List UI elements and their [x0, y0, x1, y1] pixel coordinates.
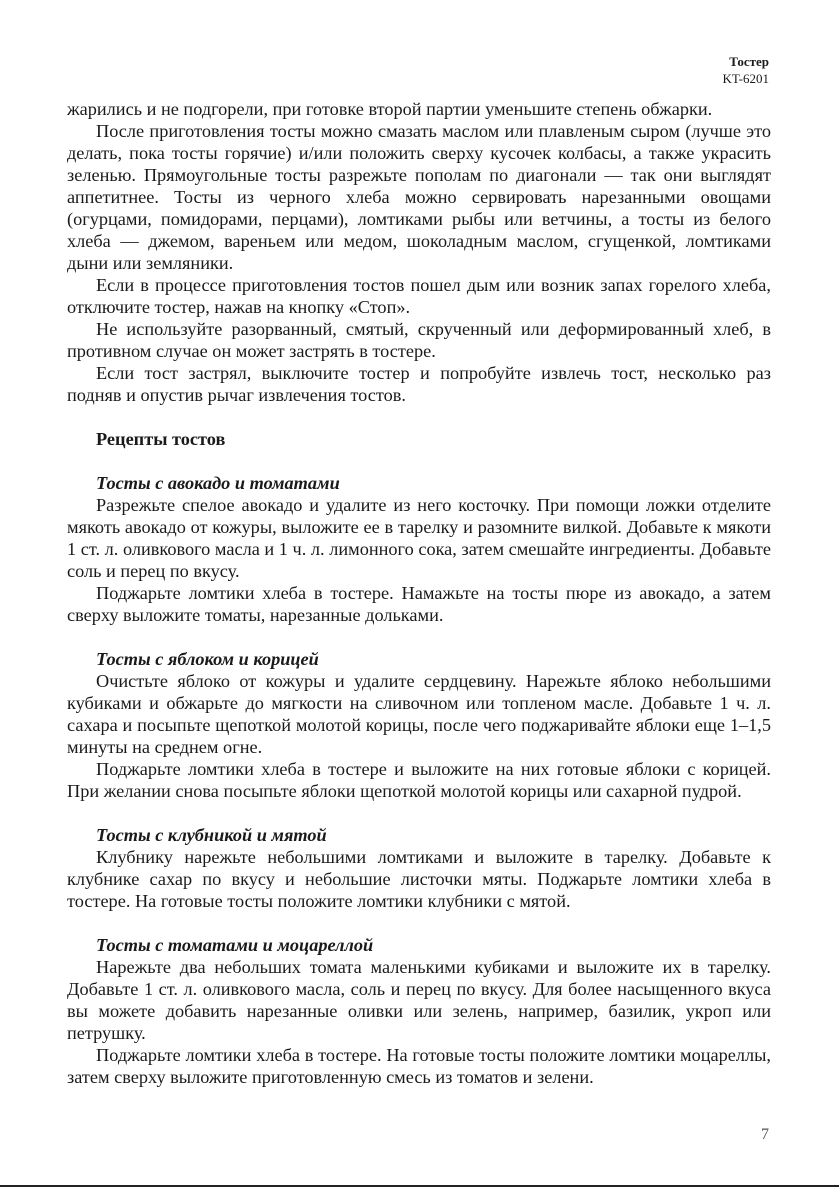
recipe-paragraph: Очистьте яблоко от кожуры и удалите сердцевину. Нарежьте яблоко небольшими кубиками и обжарьте до мягкости на сливочном или топленом масле. Добавьте 1 ч. л. сахара и посыпьте щепоткой молотой корицы, после чего поджаривайте яблоки еще 1–1,5 минуты на среднем огне. — [67, 671, 771, 757]
recipe-paragraph: Поджарьте ломтики хлеба в тостере. На готовые тосты положите ломтики моцареллы, затем сверху выложите приготовленную смесь из томатов и зелени. — [67, 1045, 771, 1087]
page-number: 7 — [761, 1126, 769, 1143]
intro-paragraph: жарились и не подгорели, при готовке второй партии уменьшите степень обжарки. — [67, 99, 713, 119]
page-header — [723, 53, 769, 87]
intro-paragraph: После приготовления тосты можно смазать маслом или плавленым сыром (лучше это делать, пока тосты горячие) и/или положить сверху кусочек колбасы, а также украсить зеленью. Прямоугольные тосты разрежьте пополам по диагонали — так они выглядят аппетитнее. Тосты из черного хлеба можно сервировать нарезанными овощами (огурцами, помидорами, перцами), ломтиками рыбы или ветчины, а тосты из белого хлеба — джемом, вареньем или медом, шоколадным маслом, сгущенкой, ломтиками дыни или земляники. — [67, 121, 771, 273]
recipe-paragraph: Поджарьте ломтики хлеба в тостере. Намажьте на тосты пюре из авокадо, а затем сверху выложите томаты, нарезанные дольками. — [67, 583, 771, 625]
recipes-heading: Рецепты тостов — [96, 429, 226, 449]
model-number: KT-6201 — [722, 71, 769, 86]
intro-paragraph: Если в процессе приготовления тостов пошел дым или возник запах горелого хлеба, отключите тостер, нажав на кнопку «Стоп». — [67, 275, 771, 317]
page-content — [67, 98, 771, 1088]
recipe-title: Тосты с томатами и моцареллой — [96, 935, 374, 955]
recipe-title: Тосты с клубникой и мятой — [96, 825, 327, 845]
recipe-paragraph: Нарежьте два небольших томата маленькими кубиками и выложите их в тарелку. Добавьте 1 ст. л. оливкового масла, соль и перец по вкусу. Для более насыщенного вкуса вы можете добавить нарезанные оливки или зелень, например, базилик, укроп или петрушку. — [67, 957, 771, 1043]
bottom-divider — [0, 1185, 839, 1187]
recipe-paragraph: Разрежьте спелое авокадо и удалите из него косточку. При помощи ложки отделите мякоть авокадо от кожуры, выложите ее в тарелку и разомните вилкой. Добавьте к мякоти 1 ст. л. оливкового масла и 1 ч. л. лимонного сока, затем смешайте ингредиенты. Добавьте соль и перец по вкусу. — [67, 495, 771, 581]
recipe-paragraph: Поджарьте ломтики хлеба в тостере и выложите на них готовые яблоки с корицей. При желании снова посыпьте яблоки щепоткой молотой корицы или сахарной пудрой. — [67, 759, 771, 801]
recipe-title: Тосты с яблоком и корицей — [96, 649, 319, 669]
recipe-paragraph: Клубнику нарежьте небольшими ломтиками и выложите в тарелку. Добавьте к клубнике сахар по вкусу и небольшие листочки мяты. Поджарьте ломтики хлеба в тостере. На готовые тосты положите ломтики клубники с мятой. — [67, 847, 771, 911]
recipe-title: Тосты с авокадо и томатами — [96, 473, 340, 493]
document-title: Тостер — [729, 54, 769, 69]
intro-paragraph: Если тост застрял, выключите тостер и попробуйте извлечь тост, несколько раз подняв и опустив рычаг извлечения тостов. — [67, 363, 771, 405]
intro-paragraph: Не используйте разорванный, смятый, скрученный или деформированный хлеб, в противном случае он может застрять в тостере. — [67, 319, 771, 361]
